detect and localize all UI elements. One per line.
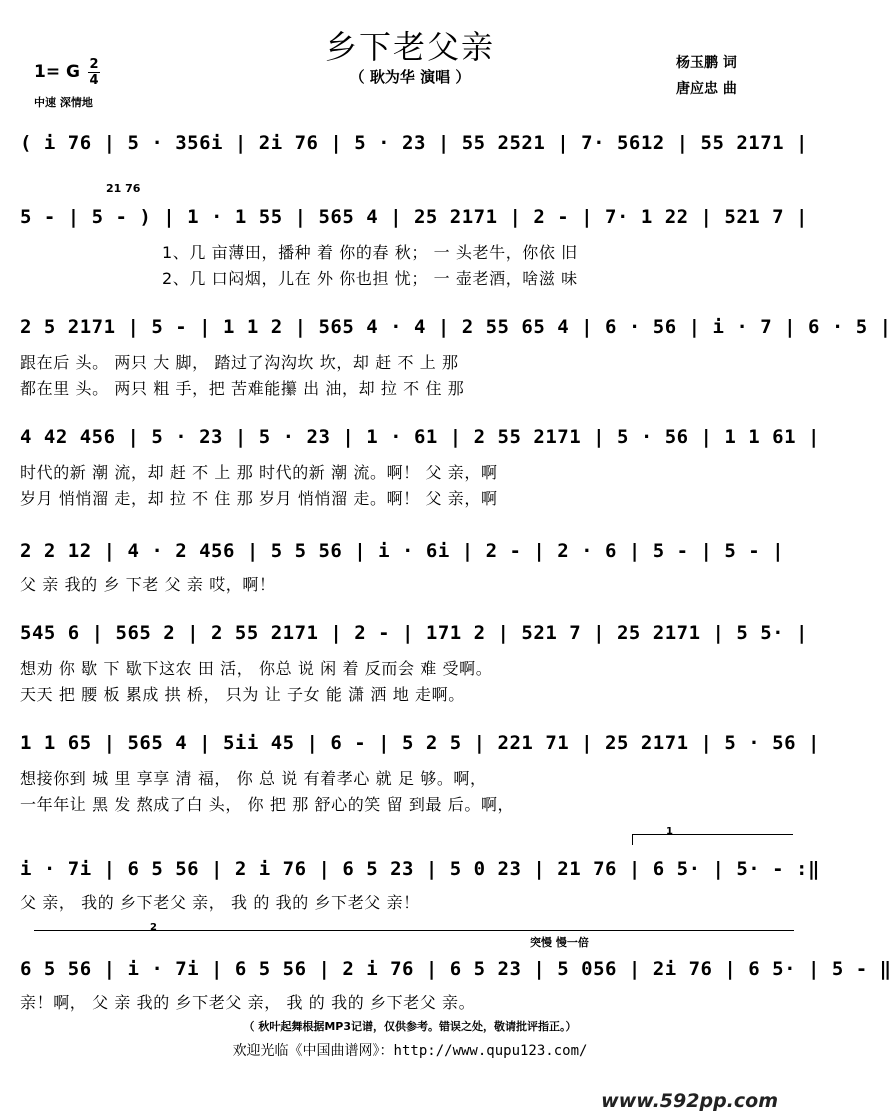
lyric-line-3-verse-2: 都在里 头。 两只 粗 手，把 苦难能攥 出 油，却 拉 不 住 那	[20, 379, 465, 398]
lyric-line-6-verse-1: 想劝 你 歇 下 歇下这农 田 活， 你总 说 闲 着 反而会 难 受啊。	[20, 659, 493, 678]
key-signature: 1= G	[34, 62, 80, 82]
score-line-6: 545 6 | 565 2 | 2 55 2171 | 2 - | 171 2 | 521 7 | 25 2171 | 5 5· |	[20, 622, 808, 644]
lyric-line-3-verse-1: 跟在后 头。 两只 大 脚， 踏过了沟沟坎 坎，却 赶 不 上 那	[20, 353, 459, 372]
lyricist-credit: 杨玉鹏 词	[676, 55, 737, 71]
tempo-change-marking: 突慢 慢一倍	[530, 936, 589, 949]
lyric-line-2-verse-2: 2、几 口闷烟，儿在 外 你也担 忧； 一 壶老酒，啥滋 味	[162, 269, 578, 288]
score-line-4: 4 42 456 | 5 · 23 | 5 · 23 | 1 · 61 | 2 55 2171 | 5 · 56 | 1 1 61 |	[20, 426, 820, 448]
lyric-line-5: 父 亲 我的 乡 下老 父 亲 哎，啊！	[20, 575, 276, 594]
first-ending-number: 1	[666, 826, 673, 837]
lyric-line-6-verse-2: 天天 把 腰 板 累成 拱 桥， 只为 让 子女 能 潇 洒 地 走啊。	[20, 685, 465, 704]
score-line-1: ( i 76 | 5 · 356i | 2i 76 | 5 · 23 | 55 2521 | 7· 5612 | 55 2171 |	[20, 132, 808, 154]
lyric-line-2-verse-1: 1、几 亩薄田，播种 着 你的春 秋； 一 头老牛，你依 旧	[162, 243, 578, 262]
score-line-7: 1 1 65 | 565 4 | 5ii 45 | 6 - | 5 2 5 | 221 71 | 25 2171 | 5 · 56 |	[20, 732, 820, 754]
lyric-line-8: 父 亲， 我的 乡下老父 亲， 我 的 我的 乡下老父 亲！	[20, 893, 420, 912]
composer-credit: 唐应忠 曲	[676, 81, 737, 97]
score-line-3: 2 5 2171 | 5 - | 1 1 2 | 565 4 · 4 | 2 55 65 4 | 6 · 56 | i · 7 | 6 · 5 |	[20, 316, 892, 338]
singer-credit: （ 耿为华 演唱 ）	[349, 68, 471, 86]
score-line-5: 2 2 12 | 4 · 2 456 | 5 5 56 | i · 6i | 2 - | 2 · 6 | 5 - | 5 - |	[20, 540, 785, 562]
lyric-line-4-verse-2: 岁月 悄悄溜 走，却 拉 不 住 那 岁月 悄悄溜 走。啊！ 父 亲，啊	[20, 489, 498, 508]
second-ending-number: 2	[150, 922, 157, 933]
lyric-line-9: 亲！啊， 父 亲 我的 乡下老父 亲， 我 的 我的 乡下老父 亲。	[20, 993, 476, 1012]
score-line-8: i · 7i | 6 5 56 | 2 i 76 | 6 5 23 | 5 0 23 | 21 76 | 6 5· | 5· - :‖	[20, 858, 820, 880]
watermark: www.592pp.com	[601, 1090, 778, 1112]
time-signature-top: 2	[89, 57, 99, 72]
tempo-marking: 中速 深情地	[34, 96, 93, 109]
time-signature	[88, 58, 100, 87]
lyric-line-7-verse-1: 想接你到 城 里 享享 清 福， 你 总 说 有着孝心 就 足 够。啊，	[20, 769, 487, 788]
second-ending-bracket	[34, 930, 794, 941]
first-ending-bracket	[632, 834, 793, 845]
time-signature-bottom: 4	[89, 73, 99, 88]
grace-notes: 21 76	[106, 182, 141, 195]
score-line-9: 6 5 56 | i · 7i | 6 5 56 | 2 i 76 | 6 5 23 | 5 056 | 2i 76 | 6 5· | 5 - ‖	[20, 958, 892, 980]
lyric-line-7-verse-2: 一年年让 黑 发 熬成了白 头， 你 把 那 舒心的笑 留 到最 后。啊，	[20, 795, 515, 814]
transcriber-note: （ 秋叶起舞根据MP3记谱，仅供参考。错误之处，敬请批评指正。）	[243, 1020, 577, 1033]
lyric-line-4-verse-1: 时代的新 潮 流，却 赶 不 上 那 时代的新 潮 流。啊！ 父 亲，啊	[20, 463, 498, 482]
score-line-2: 5 - | 5 - ) | 1 · 1 55 | 565 4 | 25 2171 | 2 - | 7· 1 22 | 521 7 |	[20, 206, 808, 228]
song-title: 乡下老父亲	[324, 28, 495, 66]
site-welcome: 欢迎光临《中国曲谱网》：http://www.qupu123.com/	[232, 1043, 588, 1059]
